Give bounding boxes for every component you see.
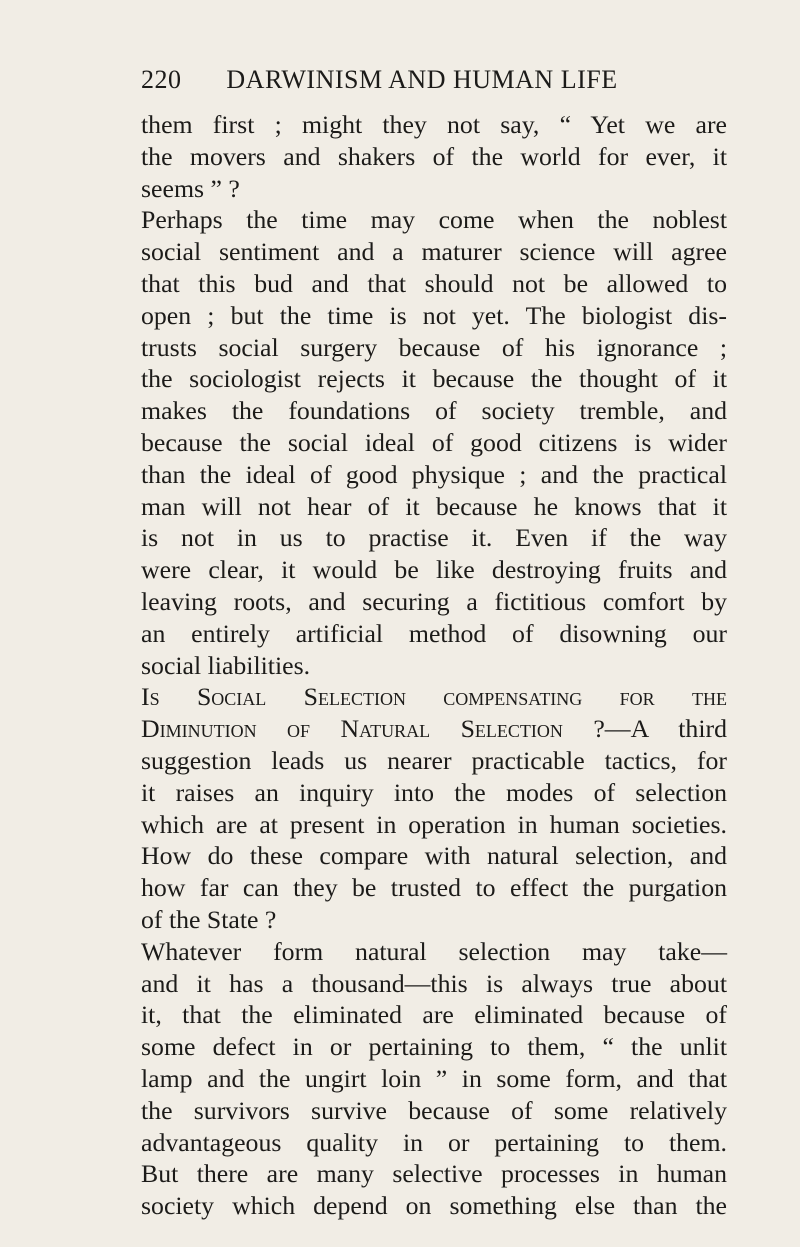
text-line: the survivors survive because of some relatively	[141, 1095, 727, 1125]
text-line: social sentiment and a maturer science will agree	[141, 237, 727, 267]
paragraph-start-line: Perhaps the time may come when the noblest	[141, 205, 727, 235]
text-line: society which depend on something else than the	[141, 1191, 727, 1221]
page-header	[141, 64, 731, 96]
text-line: seems ” ?	[141, 173, 240, 203]
text-line: social liabilities.	[141, 650, 311, 680]
text-line: How do these compare with natural selection, and	[141, 841, 727, 871]
text-line: how far can they be trusted to effect the purgation	[141, 873, 727, 903]
page-number: 220	[141, 65, 182, 94]
text-line: But there are many selective processes in human	[141, 1159, 727, 1189]
text-line: some defect in or pertaining to them, “ the unlit	[141, 1032, 727, 1062]
text-line: man will not hear of it because he knows that it	[141, 491, 727, 521]
text-line: which are at present in operation in human societies.	[141, 809, 727, 839]
text-line: suggestion leads us nearer practicable tactics, for	[141, 745, 727, 775]
text-line: because the social ideal of good citizens is wider	[141, 427, 727, 457]
running-title: DARWINISM AND HUMAN LIFE	[226, 65, 618, 94]
text-line: leaving roots, and securing a fictitious comfort by	[141, 586, 727, 616]
text-line: makes the foundations of society tremble, and	[141, 396, 727, 426]
text-line: of the State ?	[141, 904, 277, 934]
section-heading-line: Is Social Selection compensating for the	[141, 682, 727, 712]
text-line: an entirely artificial method of disowning our	[141, 618, 727, 648]
text-line: and it has a thousand—this is always true about	[141, 968, 727, 998]
body-text	[141, 109, 727, 1222]
text-line: the sociologist rejects it because the thought of it	[141, 364, 727, 394]
text-line: that this bud and that should not be allowed to	[141, 268, 727, 298]
text-line: them first ; might they not say, “ Yet we are	[141, 110, 727, 139]
text-line: than the ideal of good physique ; and the practical	[141, 459, 727, 489]
paragraph-start-line: Whatever form natural selection may take—	[141, 936, 727, 966]
text-line: advantageous quality in or pertaining to them.	[141, 1127, 727, 1157]
text-line: is not in us to practise it. Even if the way	[141, 523, 727, 553]
text-line: the movers and shakers of the world for ever, it	[141, 141, 727, 171]
section-heading-line: Diminution of Natural Selection ?—A third	[141, 714, 727, 744]
text-line: it, that the eliminated are eliminated because of	[141, 1000, 727, 1030]
text-line: trusts social surgery because of his ignorance ;	[141, 332, 727, 362]
text-line: open ; but the time is not yet. The biologist dis-	[141, 300, 727, 330]
text-line: lamp and the ungirt loin ” in some form, and that	[141, 1063, 727, 1093]
text-line: it raises an inquiry into the modes of selection	[141, 777, 727, 807]
text-line: were clear, it would be like destroying fruits and	[141, 555, 727, 585]
